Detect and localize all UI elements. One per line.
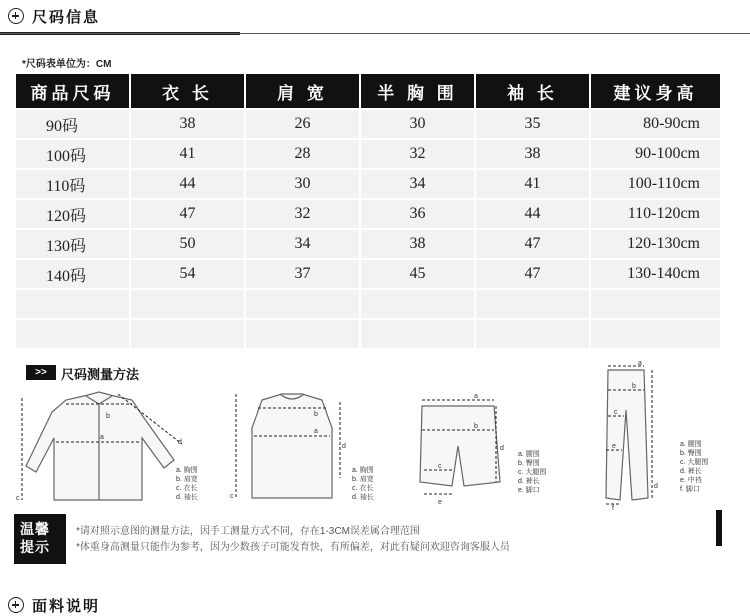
- cell-height: 120-130cm: [591, 230, 720, 258]
- label-d: d: [342, 443, 346, 450]
- section-title: 尺码信息: [32, 9, 101, 26]
- table-header-row: [16, 74, 720, 108]
- table-row: [16, 230, 720, 258]
- cell-sleeve: 41: [476, 170, 589, 198]
- legend-item: a. 腰围: [680, 441, 702, 448]
- cell-shoulder: 26: [246, 110, 359, 138]
- legend-item: b. 肩宽: [176, 476, 198, 483]
- label-a: a: [638, 360, 642, 367]
- label-d: d: [178, 439, 182, 446]
- legend-item: f. 脚口: [680, 486, 700, 493]
- cell-length: 41: [131, 140, 244, 168]
- table-row: [16, 200, 720, 228]
- header-sleeve: 袖 长: [476, 74, 589, 108]
- cell-length: 50: [131, 230, 244, 258]
- cell-length: 54: [131, 260, 244, 288]
- cell-half-chest: 34: [361, 170, 474, 198]
- plus-circle-icon: [8, 8, 24, 24]
- cell-length: 47: [131, 200, 244, 228]
- tips-badge-line2: 提示: [20, 539, 50, 555]
- table-row: [16, 140, 720, 168]
- legend-item: b. 臀围: [518, 460, 540, 467]
- unit-note: *尺码表单位为：CM: [22, 59, 112, 70]
- size-table: [14, 72, 722, 350]
- label-a: a: [314, 428, 318, 435]
- label-f: f: [612, 505, 614, 510]
- header-rule: [0, 33, 750, 34]
- section-title: 面料说明: [32, 598, 101, 615]
- legend-item: c. 衣长: [352, 485, 374, 492]
- tips-side-bar: [716, 510, 722, 546]
- tips-line: *体重身高测量只能作为参考，因为少数孩子可能发育快，有所偏差，对此有疑问欢迎咨询客服人员: [76, 542, 510, 553]
- cell-sleeve: 47: [476, 230, 589, 258]
- cell-shoulder: 32: [246, 200, 359, 228]
- plus-circle-icon: [8, 597, 24, 613]
- tips-line: *请对照示意图的测量方法，因手工测量方式不同，存在1-3CM误差属合理范围: [76, 526, 420, 537]
- cell-sleeve: 35: [476, 110, 589, 138]
- cell-height: 110-120cm: [591, 200, 720, 228]
- table-row: [16, 170, 720, 198]
- cell-height: 130-140cm: [591, 260, 720, 288]
- label-c: c: [438, 463, 442, 470]
- measure-method-label: 尺码测量方法: [61, 367, 140, 382]
- tips-badge-line1: 温馨: [20, 521, 50, 537]
- table-row-empty: [16, 290, 720, 318]
- label-e: e: [612, 443, 616, 450]
- cell-size: 100码: [16, 140, 129, 168]
- cell-height: 80-90cm: [591, 110, 720, 138]
- label-a: a: [474, 393, 478, 400]
- tips-lines: [76, 524, 510, 556]
- label-e: e: [438, 499, 442, 506]
- cell-half-chest: 32: [361, 140, 474, 168]
- legend-item: e. 中裆: [680, 477, 702, 484]
- label-d: d: [500, 445, 504, 452]
- cell-shoulder: 28: [246, 140, 359, 168]
- tips-box: [14, 514, 718, 564]
- legend-item: a. 胸围: [176, 467, 198, 474]
- label-c: c: [230, 493, 234, 500]
- label-b: b: [474, 423, 478, 430]
- header-height: 建议身高: [591, 74, 720, 108]
- label-b: b: [314, 411, 318, 418]
- cell-half-chest: 38: [361, 230, 474, 258]
- sweater-diagram: [222, 388, 392, 510]
- tips-badge: [14, 514, 66, 564]
- cell-height: 100-110cm: [591, 170, 720, 198]
- cell-size: 90码: [16, 110, 129, 138]
- shorts-diagram: [414, 390, 584, 512]
- legend-item: b. 肩宽: [352, 476, 374, 483]
- legend-item: c. 衣长: [176, 485, 198, 492]
- cell-sleeve: 44: [476, 200, 589, 228]
- legend-item: b. 臀围: [680, 450, 702, 457]
- label-b: b: [106, 413, 110, 420]
- cell-sleeve: 38: [476, 140, 589, 168]
- cell-size: 130码: [16, 230, 129, 258]
- size-info-header: [0, 5, 750, 31]
- table-row-empty: [16, 320, 720, 348]
- legend-item: d. 裤长: [680, 468, 702, 475]
- legend-item: d. 裤长: [518, 478, 540, 485]
- label-d: d: [654, 483, 658, 490]
- cell-height: 90-100cm: [591, 140, 720, 168]
- label-c: c: [16, 495, 20, 502]
- legend-item: a. 胸围: [352, 467, 374, 474]
- header-shoulder: 肩 宽: [246, 74, 359, 108]
- cell-size: 140码: [16, 260, 129, 288]
- cell-shoulder: 37: [246, 260, 359, 288]
- cell-length: 38: [131, 110, 244, 138]
- legend-item: d. 袖长: [352, 494, 374, 501]
- pants-diagram: [588, 360, 738, 510]
- label-c: c: [614, 409, 618, 416]
- label-a: a: [100, 434, 104, 441]
- cell-size: 120码: [16, 200, 129, 228]
- legend-item: c. 大腿围: [518, 469, 547, 476]
- legend-item: e. 脚口: [518, 487, 540, 494]
- cell-sleeve: 47: [476, 260, 589, 288]
- legend-item: d. 袖长: [176, 494, 198, 501]
- cell-half-chest: 30: [361, 110, 474, 138]
- table-row: [16, 110, 720, 138]
- cell-half-chest: 45: [361, 260, 474, 288]
- cell-length: 44: [131, 170, 244, 198]
- header-length: 衣 长: [131, 74, 244, 108]
- table-row: [16, 260, 720, 288]
- header-size: 商品尺码: [16, 74, 129, 108]
- shirt-diagram: [14, 388, 214, 510]
- legend-item: a. 腰围: [518, 451, 540, 458]
- fabric-info-header: [0, 594, 750, 616]
- legend-item: c. 大腿围: [680, 459, 709, 466]
- cell-size: 110码: [16, 170, 129, 198]
- header-half-chest: 半 胸 围: [361, 74, 474, 108]
- cell-shoulder: 30: [246, 170, 359, 198]
- cell-half-chest: 36: [361, 200, 474, 228]
- cell-shoulder: 34: [246, 230, 359, 258]
- double-arrow-icon: >>: [26, 365, 56, 380]
- label-b: b: [632, 383, 636, 390]
